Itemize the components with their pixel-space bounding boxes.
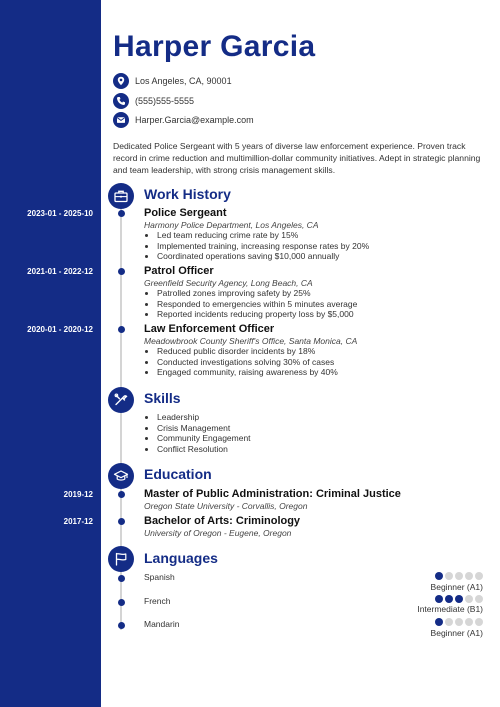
job-organization: Harmony Police Department, Los Angeles, CA: [144, 220, 319, 230]
briefcase-icon: [108, 183, 134, 209]
timeline-dot: [118, 268, 125, 275]
proficiency-dot-empty: [475, 618, 483, 626]
job-organization: Meadowbrook County Sheriff's Office, Santa Monica, CA: [144, 336, 358, 346]
bullet-item: • Implemented training, increasing response rates by 20%: [157, 241, 369, 252]
proficiency-dot-empty: [465, 595, 473, 603]
contact-phone: [113, 93, 194, 109]
sidebar: [0, 0, 101, 707]
profile-summary: Dedicated Police Sergeant with 5 years of diverse law enforcement experience. Proven track record in crime reduction and multimillion-dollar community initiatives. Adept in strategic planning and team leadership, with strong crisis management skills.: [113, 141, 481, 175]
bullet-item: • Reported incidents reducing property loss by $5,000: [157, 309, 357, 320]
email-text: Harper.Garcia@example.com: [135, 115, 254, 125]
email-icon: [113, 112, 129, 128]
timeline-dot: [118, 210, 125, 217]
proficiency-dot-empty: [455, 572, 463, 580]
timeline-dot: [118, 575, 125, 582]
timeline-dot: [118, 622, 125, 629]
education-year: 2017-12: [63, 517, 93, 526]
flag-icon: [108, 546, 134, 572]
education-title: Education: [144, 466, 212, 482]
bullet-item: • Responded to emergencies within 5 minutes average: [157, 299, 357, 310]
languages-title: Languages: [144, 550, 218, 566]
skill-item: • Conflict Resolution: [157, 444, 251, 455]
proficiency-dot-empty: [465, 618, 473, 626]
education-year: 2019-12: [63, 490, 93, 499]
skills-title: Skills: [144, 390, 181, 406]
proficiency-dot-filled: [435, 595, 443, 603]
timeline-dot: [118, 491, 125, 498]
phone-text: (555)555-5555: [135, 96, 195, 106]
proficiency-level: Beginner (A1): [430, 582, 483, 592]
proficiency-dot-empty: [445, 618, 453, 626]
bullet-item: • Coordinated operations saving $10,000 annually: [157, 251, 369, 262]
degree-title: Bachelor of Arts: Criminology: [144, 515, 301, 527]
job-title: Police Sergeant: [144, 207, 227, 219]
degree-title: Master of Public Administration: Criminal Justice: [144, 488, 401, 500]
proficiency-dot-empty: [465, 572, 473, 580]
skills-icon: [108, 387, 134, 413]
proficiency-dot-empty: [475, 595, 483, 603]
timeline-dot: [118, 599, 125, 606]
language-name: French: [144, 596, 171, 606]
proficiency-dots: [435, 618, 483, 626]
proficiency-level: Intermediate (B1): [417, 604, 483, 614]
job-dates: 2020-01 - 2020-12: [27, 325, 93, 334]
language-name: Spanish: [144, 572, 175, 582]
location-icon: [113, 73, 129, 89]
school-name: University of Oregon - Eugene, Oregon: [144, 528, 292, 538]
skill-item: • Crisis Management: [157, 423, 251, 434]
bullet-item: • Conducted investigations solving 30% of cases: [157, 357, 338, 368]
proficiency-dot-empty: [445, 572, 453, 580]
skills-list: [157, 412, 251, 455]
proficiency-level: Beginner (A1): [430, 628, 483, 638]
bullet-item: • Reduced public disorder incidents by 18%: [157, 346, 338, 357]
candidate-name: Harper Garcia: [113, 30, 316, 63]
proficiency-dots: [435, 572, 483, 580]
bullet-item: • Engaged community, raising awareness by 40%: [157, 367, 338, 378]
contact-email: [113, 112, 254, 128]
graduation-cap-icon: [108, 463, 134, 489]
job-dates: 2023-01 - 2025-10: [27, 209, 93, 218]
proficiency-dot-filled: [435, 572, 443, 580]
proficiency-dot-empty: [475, 572, 483, 580]
language-name: Mandarin: [144, 619, 180, 629]
job-bullets: [157, 288, 357, 320]
contact-address: [113, 73, 232, 89]
proficiency-dot-empty: [455, 618, 463, 626]
job-title: Law Enforcement Officer: [144, 323, 275, 335]
timeline-dot: [118, 326, 125, 333]
proficiency-dot-filled: [435, 618, 443, 626]
timeline-dot: [118, 518, 125, 525]
skill-item: • Leadership: [157, 412, 251, 423]
job-bullets: [157, 346, 338, 378]
job-dates: 2021-01 - 2022-12: [27, 267, 93, 276]
work-history-title: Work History: [144, 186, 231, 202]
job-organization: Greenfield Security Agency, Long Beach, CA: [144, 278, 313, 288]
proficiency-dot-filled: [445, 595, 453, 603]
bullet-item: • Patrolled zones improving safety by 25%: [157, 288, 357, 299]
job-title: Patrol Officer: [144, 265, 214, 277]
bullet-item: • Led team reducing crime rate by 15%: [157, 230, 369, 241]
address-text: Los Angeles, CA, 90001: [135, 76, 232, 86]
job-bullets: [157, 230, 369, 262]
school-name: Oregon State University - Corvallis, Oregon: [144, 501, 308, 511]
proficiency-dot-filled: [455, 595, 463, 603]
skill-item: • Community Engagement: [157, 433, 251, 444]
phone-icon: [113, 93, 129, 109]
proficiency-dots: [435, 595, 483, 603]
